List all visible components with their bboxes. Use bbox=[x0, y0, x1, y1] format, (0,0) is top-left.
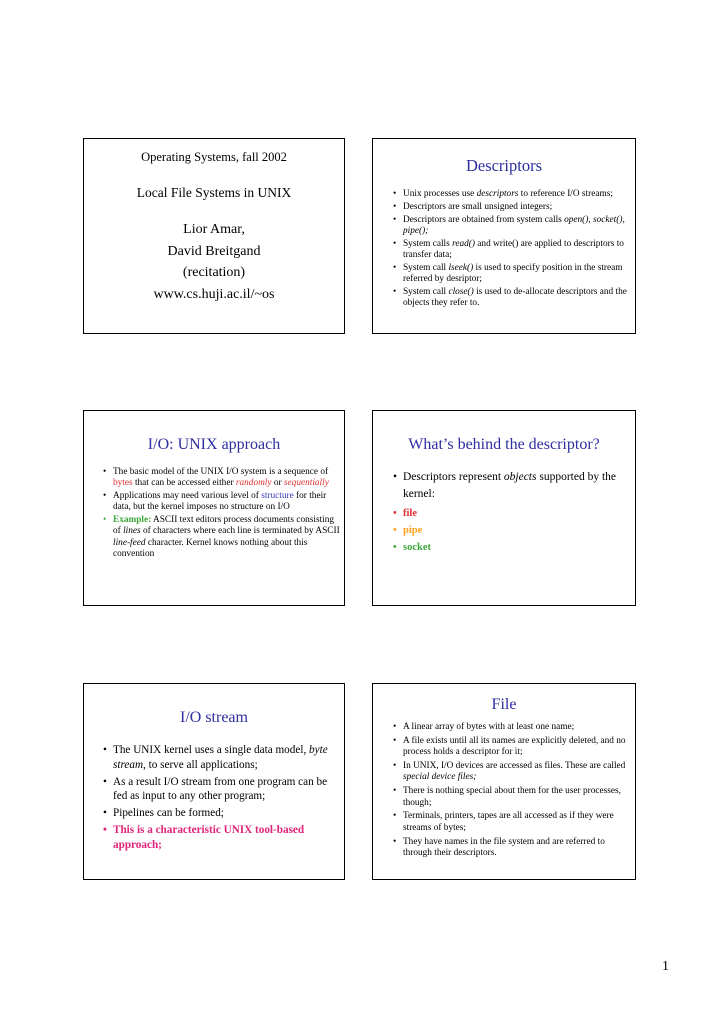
slide-title: File bbox=[491, 696, 517, 713]
bullet-item: • There is nothing special about them for the user processes, though; bbox=[393, 786, 633, 809]
slide-descriptors bbox=[372, 138, 636, 334]
bullet-item: • As a result I/O stream from one program can be fed as input to any other program; bbox=[103, 775, 341, 804]
bullet-item: • The basic model of the UNIX I/O system is a sequence of bytes that can be accessed either randomly or sequentially bbox=[103, 467, 343, 490]
bullet-item: • Applications may need various level of structure for their data, but the kernel imposes no structure on I/O bbox=[103, 491, 343, 514]
bullet-list bbox=[393, 722, 633, 862]
slide-title: I/O stream bbox=[180, 709, 248, 726]
bullet-item: • Unix processes use descriptors to reference I/O streams; bbox=[393, 189, 631, 200]
bullet-list bbox=[103, 743, 341, 855]
slide-io-stream bbox=[83, 683, 345, 880]
slide-io-unix-approach bbox=[83, 410, 345, 606]
bullet-item: • This is a characteristic UNIX tool-based approach; bbox=[103, 823, 341, 852]
slide-behind-descriptor bbox=[372, 410, 636, 606]
bullet-item: • Terminals, printers, tapes are all accessed as if they were streams of bytes; bbox=[393, 811, 633, 834]
page-number: 1 bbox=[662, 959, 669, 974]
lecture-topic: Local File Systems in UNIX bbox=[136, 185, 292, 200]
bullet-item: • The UNIX kernel uses a single data model, byte stream, to serve all applications; bbox=[103, 743, 341, 772]
bullet-list bbox=[103, 467, 343, 562]
author-role: (recitation) bbox=[182, 265, 246, 280]
bullet-item-socket: • socket bbox=[393, 539, 631, 556]
bullet-list bbox=[393, 469, 631, 556]
bullet-item: • Descriptors are obtained from system calls open(), socket(), pipe(); bbox=[393, 215, 631, 236]
author-1: Lior Amar, bbox=[183, 222, 245, 237]
bullet-item: • Descriptors represent objects supported by the kernel: bbox=[393, 469, 631, 502]
course-title: Operating Systems, fall 2002 bbox=[141, 150, 287, 164]
bullet-list bbox=[393, 189, 631, 311]
bullet-item: • A linear array of bytes with at least one name; bbox=[393, 722, 633, 733]
bullet-item: • In UNIX, I/O devices are accessed as files. These are called special device files; bbox=[393, 761, 633, 784]
bullet-item: • A file exists until all its names are explicitly deleted, and no process holds a descriptor for it; bbox=[393, 736, 633, 759]
bullet-item: • Pipelines can be formed; bbox=[103, 806, 341, 821]
author-block bbox=[84, 219, 344, 305]
bullet-item: • Example: ASCII text editors process documents consisting of lines of characters where each line is terminated by ASCII line-feed character. Kernel knows nothing about this convention bbox=[103, 515, 343, 560]
slide-title: What’s behind the descriptor? bbox=[408, 436, 600, 453]
bullet-item: • System calls read() and write() are applied to descriptors to transfer data; bbox=[393, 239, 631, 260]
bullet-item-pipe: • pipe bbox=[393, 522, 631, 539]
bullet-item: • They have names in the file system and are referred to through their descriptors. bbox=[393, 837, 633, 860]
course-url: www.cs.huji.ac.il/~os bbox=[153, 286, 275, 302]
slide-title: Descriptors bbox=[465, 156, 543, 175]
bullet-item: • Descriptors are small unsigned integers; bbox=[393, 202, 631, 213]
bullet-item-file: • file bbox=[393, 505, 631, 522]
slide-cover bbox=[83, 138, 345, 334]
author-2: David Breitgand bbox=[167, 243, 261, 259]
bullet-item: • System call lseek() is used to specify position in the stream referred by desriptor; bbox=[393, 263, 631, 284]
slide-title: I/O: UNIX approach bbox=[147, 436, 281, 453]
slide-file bbox=[372, 683, 636, 880]
bullet-item: • System call close() is used to de-allocate descriptors and the objects they refer to. bbox=[393, 287, 631, 308]
